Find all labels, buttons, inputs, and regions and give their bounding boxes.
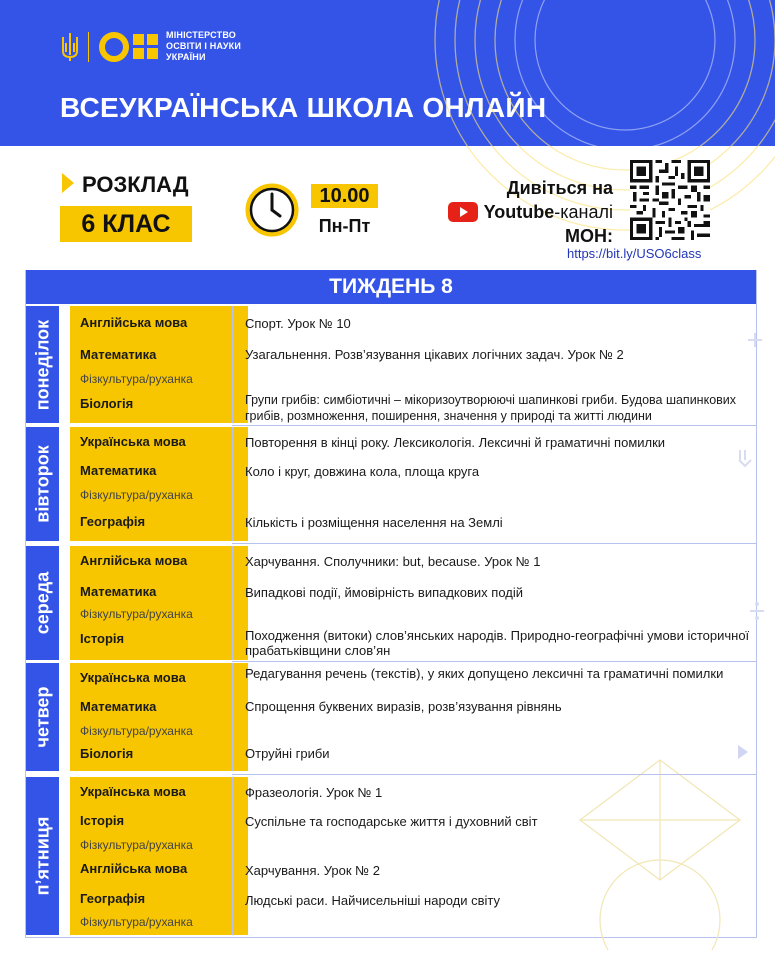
channel-suffix: -каналі bbox=[554, 202, 613, 222]
ministry-line-1: МІНІСТЕРСТВО bbox=[166, 30, 237, 40]
lessons-wednesday bbox=[232, 546, 757, 660]
grade-text: 6 КЛАС bbox=[81, 210, 171, 238]
lesson-topic: Коло і круг, довжина кола, площа круга bbox=[245, 464, 480, 479]
lessons-monday bbox=[232, 306, 757, 423]
ministry-line-2: ОСВІТИ І НАУКИ bbox=[166, 41, 241, 51]
subject-item: Фізкультура/руханка bbox=[80, 724, 193, 738]
subject-item: Математика bbox=[80, 584, 157, 599]
day-name: четвер bbox=[32, 686, 52, 748]
day-row-wednesday bbox=[26, 546, 756, 660]
youtube-icon bbox=[448, 202, 478, 222]
broadcast-days: Пн-Пт bbox=[318, 216, 371, 236]
subjects-thursday bbox=[70, 663, 248, 771]
row-divider bbox=[232, 774, 757, 775]
lessons-thursday bbox=[232, 663, 757, 771]
lesson-topic: Фразеологія. Урок № 1 bbox=[245, 785, 383, 800]
subject-item: Фізкультура/руханка bbox=[80, 488, 193, 502]
subjects-monday bbox=[70, 306, 248, 423]
subjects-friday bbox=[70, 777, 248, 935]
day-name: середа bbox=[32, 571, 52, 635]
lesson-topic: Узагальнення. Розв’язування цікавих логічних задач. Урок № 2 bbox=[245, 347, 624, 362]
lesson-topic: Харчування. Урок № 2 bbox=[245, 863, 380, 878]
day-label-wednesday bbox=[26, 546, 59, 660]
day-row-friday bbox=[26, 777, 756, 935]
subject-item: Українська мова bbox=[80, 784, 186, 799]
subject-item: Математика bbox=[80, 347, 157, 362]
page-title: ВСЕУКРАЇНСЬКА ШКОЛА ОНЛАЙН bbox=[60, 92, 547, 123]
subject-item: Англійська мова bbox=[80, 315, 188, 330]
lesson-topic: Спрощення буквених виразів, розв’язування рівнянь bbox=[245, 699, 562, 714]
day-row-thursday bbox=[26, 663, 756, 771]
subject-item: Математика bbox=[80, 463, 157, 478]
ministry-line-3: УКРАЇНИ bbox=[166, 52, 206, 62]
mon-logo-mark bbox=[99, 32, 158, 62]
time-badge bbox=[311, 184, 378, 208]
subjects-wednesday bbox=[70, 546, 248, 660]
lesson-topic: Кількість і розміщення населення на Землі bbox=[245, 515, 503, 530]
day-name: п’ятниця bbox=[32, 816, 52, 896]
broadcast-time: 10.00 bbox=[319, 185, 370, 207]
row-divider bbox=[232, 425, 757, 426]
info-band bbox=[0, 146, 775, 268]
lesson-topic: Спорт. Урок № 10 bbox=[245, 316, 351, 331]
subject-item: Фізкультура/руханка bbox=[80, 372, 193, 386]
subject-item: Історія bbox=[80, 813, 125, 828]
subject-item: Фізкультура/руханка bbox=[80, 607, 193, 621]
day-label-monday bbox=[26, 306, 59, 423]
youtube-link[interactable]: https://bit.ly/USO6class bbox=[567, 246, 702, 261]
day-row-tuesday bbox=[26, 427, 756, 541]
logo-squares-icon bbox=[133, 34, 158, 59]
logo-circle-icon bbox=[99, 32, 129, 62]
day-name: понеділок bbox=[32, 319, 52, 410]
subject-item: Англійська мова bbox=[80, 553, 188, 568]
subject-item: Фізкультура/руханка bbox=[80, 838, 193, 852]
youtube-channel-name: Youtube bbox=[483, 202, 555, 222]
day-row-monday bbox=[26, 306, 756, 423]
day-label-thursday bbox=[26, 663, 59, 771]
subject-item: Математика bbox=[80, 699, 157, 714]
watch-line-1: Дивіться на bbox=[506, 178, 613, 198]
day-name: вівторок bbox=[32, 445, 52, 523]
lesson-topic: Отруйні гриби bbox=[245, 746, 330, 761]
ministry-logo bbox=[60, 30, 241, 63]
clock-icon bbox=[244, 182, 300, 238]
lesson-topic: Редагування речень (текстів), у яких допущено лексичні та граматичні помилки bbox=[245, 666, 724, 681]
subject-item: Фізкультура/руханка bbox=[80, 915, 193, 929]
youtube-callout bbox=[448, 176, 613, 248]
lesson-topic: Групи грибів: симбіотичні – мікоризоутворюючі шапинкові гриби. Будова шапинкових грибів, розмноження, поширення, значення у природі та житті людини bbox=[245, 393, 737, 423]
lesson-topic: Повторення в кінці року. Лексикологія. Лексичні й граматичні помилки bbox=[245, 435, 666, 450]
lessons-friday bbox=[232, 777, 757, 935]
subjects-tuesday bbox=[70, 427, 248, 541]
schedule-arrow-icon bbox=[62, 173, 74, 193]
day-label-friday bbox=[26, 777, 59, 935]
day-label-tuesday bbox=[26, 427, 59, 541]
lesson-topic: Випадкові події, ймовірність випадкових подій bbox=[245, 585, 523, 600]
schedule-label: РОЗКЛАД bbox=[82, 172, 189, 197]
row-divider bbox=[232, 661, 757, 662]
subject-item: Українська мова bbox=[80, 670, 186, 685]
trident-icon bbox=[60, 31, 80, 63]
lesson-topic: Походження (витоки) слов’янських народів. Природно-географічні умови історичної прабатьківщини слов’ян bbox=[245, 628, 750, 658]
lesson-topic: Суспільне та господарське життя і духовний світ bbox=[245, 814, 538, 829]
subject-item: Англійська мова bbox=[80, 861, 188, 876]
subject-item: Географія bbox=[80, 891, 146, 906]
grade-badge bbox=[60, 206, 192, 242]
lesson-topic: Харчування. Сполучники: but, because. Урок № 1 bbox=[245, 554, 541, 569]
subject-item: Історія bbox=[80, 631, 125, 646]
row-divider bbox=[232, 543, 757, 544]
ministry-name bbox=[166, 30, 241, 63]
subject-item: Географія bbox=[80, 514, 146, 529]
lessons-tuesday bbox=[232, 427, 757, 541]
subject-item: Українська мова bbox=[80, 434, 186, 449]
logo-divider bbox=[88, 32, 89, 62]
subject-item: Біологія bbox=[80, 396, 134, 411]
week-header: ТИЖДЕНЬ 8 bbox=[26, 270, 756, 304]
lesson-topic: Людські раси. Найчисельніші народи світу bbox=[245, 893, 500, 908]
watch-line-3: МОН: bbox=[565, 226, 613, 246]
subject-item: Біологія bbox=[80, 746, 134, 761]
qr-code-icon[interactable] bbox=[630, 160, 710, 240]
watch-line-2 bbox=[448, 200, 613, 224]
